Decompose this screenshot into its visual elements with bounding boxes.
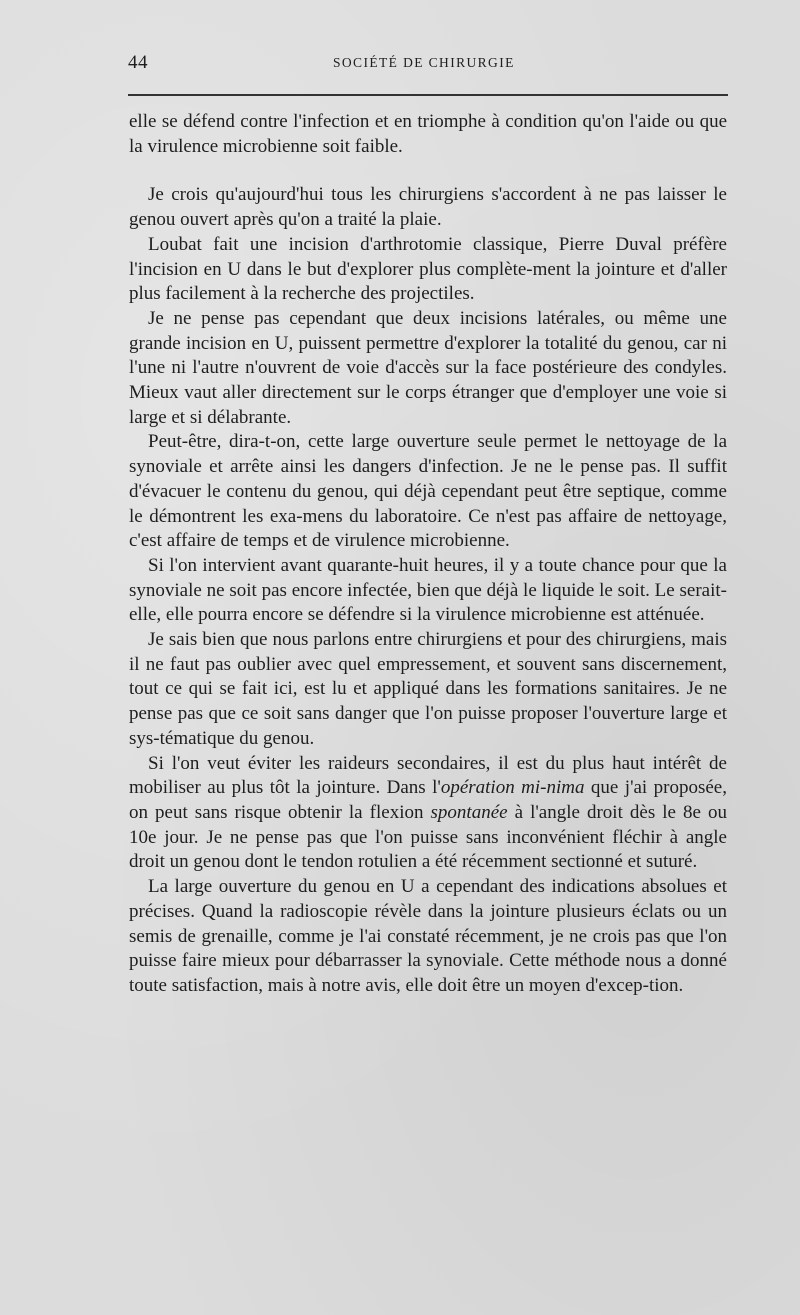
paragraph-7: Je sais bien que nous parlons entre chirurgiens et pour des chirurgiens, mais il ne faut pas oublier avec quel empressement, et souvent sans discernement, tout ce qui se fait ici, est lu et appliqué dans les formations sanitaires. Je ne pense pas que ce soit sans danger que l'on puisse proposer l'ouverture large et sys-tématique du genou.	[129, 629, 727, 749]
running-title: SOCIÉTÉ DE CHIRURGIE	[333, 55, 515, 70]
paragraph-8	[129, 752, 727, 876]
header-rule	[128, 94, 728, 96]
page-number: 44	[128, 52, 148, 73]
paragraph-2: Je crois qu'aujourd'hui tous les chirurgiens s'accordent à ne pas laisser le genou ouvert après qu'on a traité la plaie.	[129, 184, 727, 231]
paragraph-3: Loubat fait une incision d'arthrotomie classique, Pierre Duval préfère l'incision en U dans le but d'explorer plus complète-ment la jointure et d'aller plus facilement à la recherche des projectiles.	[129, 233, 727, 305]
paragraph-9: La large ouverture du genou en U a cependant des indications absolues et précises. Quand la radioscopie révèle dans la jointure plusieurs éclats ou un semis de grenaille, comme je l'ai constaté récemment, je ne crois pas que l'on puisse faire mieux pour débarrasser la synoviale. Cette méthode nous a donné toute satisfaction, mais à notre avis, elle doit être un moyen d'excep-tion.	[129, 876, 727, 996]
paragraph-4: Je ne pense pas cependant que deux incisions latérales, ou même une grande incision en U, puissent permettre d'explorer la totalité du genou, car ni l'une ni l'autre n'ouvrent de voie d'accès sur la face postérieure des condyles. Mieux vaut aller directement sur le corps étranger que d'employer une voie si large et si délabrante.	[129, 307, 727, 428]
paragraph-1: elle se défend contre l'infection et en triomphe à condition qu'on l'aide ou que la virulence microbienne soit faible.	[129, 111, 727, 157]
body-text	[129, 110, 727, 999]
running-head	[128, 52, 728, 80]
paragraph-6: Si l'on intervient avant quarante-huit heures, il y a toute chance pour que la synoviale ne soit pas encore infectée, bien que déjà le liquide le soit. Le serait-elle, elle pourra encore se défendre si la virulence microbienne est atténuée.	[129, 554, 727, 626]
italic-spontanee: spontanée	[430, 801, 508, 823]
italic-operation-minima: opération mi-nima	[440, 777, 585, 799]
paragraph-5: Peut-être, dira-t-on, cette large ouverture seule permet le nettoyage de la synoviale et arrête ainsi les dangers d'infection. Je ne le pense pas. Il suffit d'évacuer le contenu du genou, qui déjà cependant peut être septique, comme le démontrent les exa-mens du laboratoire. Ce n'est pas affaire de nettoyage, c'est affaire de temps et de virulence microbienne.	[129, 431, 727, 552]
paragraph-8-text-c: à l'angle droit dès le 8e ou 10e jour. Je ne pense pas que l'on puisse sans inconvénient fléchir à angle droit un genou dont le tendon rotulien a été récemment sectionné et suturé.	[129, 801, 727, 873]
paragraph-8-text-b: que j'ai proposée, on peut sans risque obtenir la flexion	[129, 777, 727, 823]
paragraph-8-text-a: Si l'on veut éviter les raideurs secondaires, il est du plus haut intérêt de mobiliser au plus tôt la jointure. Dans l'	[129, 752, 727, 799]
